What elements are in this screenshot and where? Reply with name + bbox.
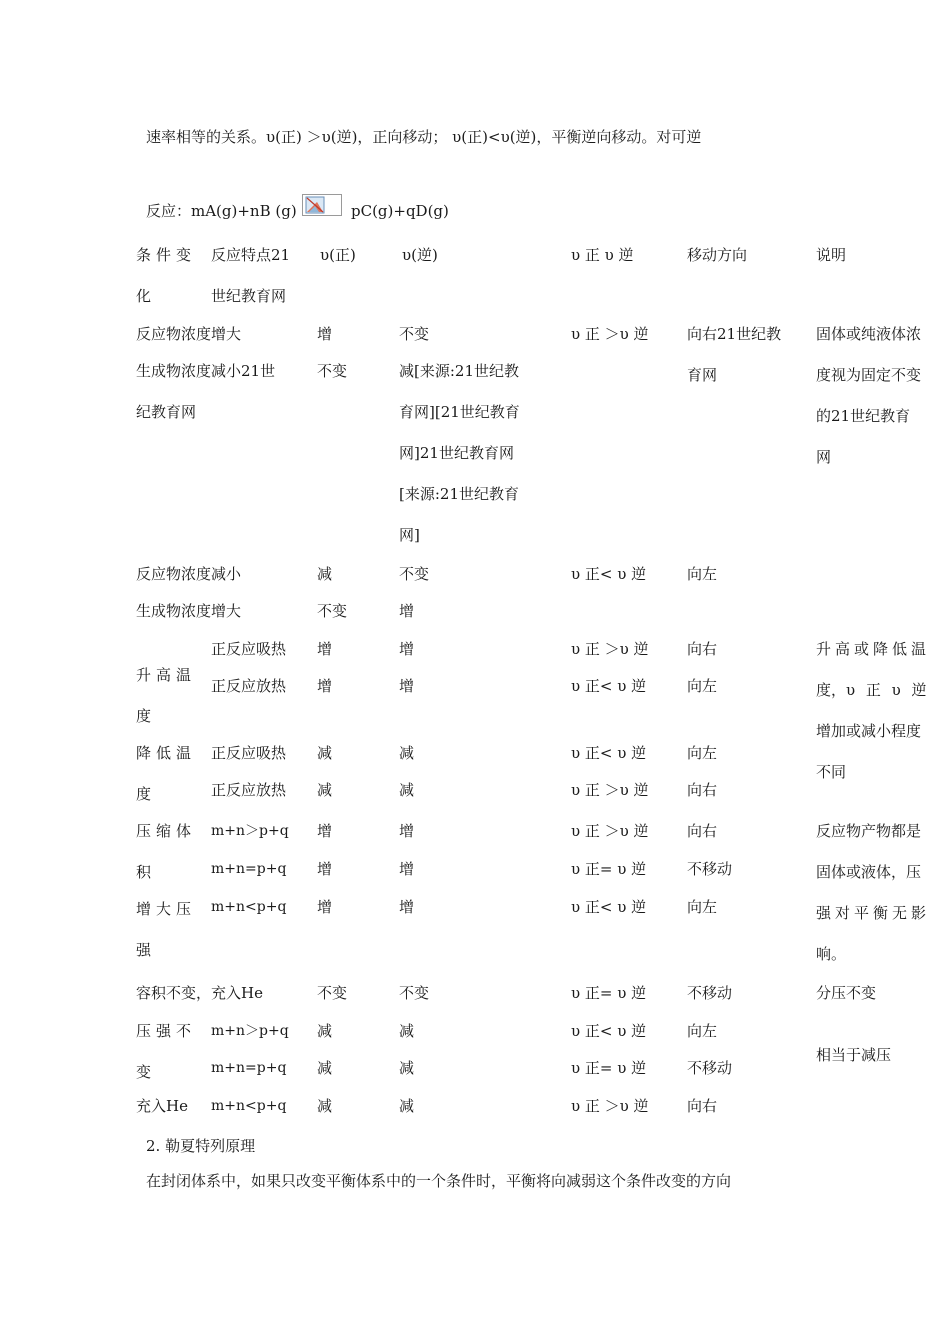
cell-note: 相当于减压 xyxy=(816,1046,892,1064)
cell-direction: 向左 xyxy=(687,677,718,695)
cell-v-reverse: 减 xyxy=(399,1022,415,1040)
cell-v-forward: 不变 xyxy=(317,362,348,380)
cell-note: 网 xyxy=(816,448,832,466)
cell-direction: 育网 xyxy=(687,366,718,384)
cell-condition: 纪教育网 xyxy=(136,403,197,421)
cell-note: 强对平衡无影 xyxy=(816,904,931,922)
cell-direction: 向右 xyxy=(687,1097,718,1115)
cell-condition: 积 xyxy=(136,863,152,881)
cell-compare: υ 正< υ 逆 xyxy=(571,677,647,695)
cell-note: 升高或降低温 xyxy=(816,640,931,658)
cell-v-reverse: 不变 xyxy=(399,325,430,343)
cell-feature: m+n＞p+q xyxy=(211,1023,289,1039)
header-note: 说明 xyxy=(816,246,847,264)
cell-compare: υ 正= υ 逆 xyxy=(571,984,647,1002)
cell-v-forward: 不变 xyxy=(317,602,348,620)
cell-condition: 容积不变，充入He xyxy=(136,984,263,1002)
cell-v-forward: 减 xyxy=(317,1097,333,1115)
cell-direction: 不移动 xyxy=(687,984,733,1002)
cell-v-reverse: 网] xyxy=(399,526,420,544)
cell-condition: 增大压 xyxy=(136,900,197,918)
cell-v-reverse: 育网][21世纪教育 xyxy=(399,403,520,421)
cell-compare: υ 正< υ 逆 xyxy=(571,898,647,916)
cell-note: 增加或减小程度 xyxy=(816,722,922,740)
cell-condition: 降低温 xyxy=(136,744,197,762)
header-condition-2: 化 xyxy=(136,287,152,305)
cell-direction: 向右21世纪教 xyxy=(687,325,782,343)
cell-v-forward: 减 xyxy=(317,1022,333,1040)
cell-condition: 升高温 xyxy=(136,666,197,684)
cell-v-reverse: [来源:21世纪教育 xyxy=(399,485,519,503)
cell-v-reverse: 不变 xyxy=(399,984,430,1002)
cell-v-forward: 增 xyxy=(317,860,333,878)
cell-condition: 反应物浓度减小 xyxy=(136,565,242,583)
cell-v-reverse: 增 xyxy=(399,677,415,695)
broken-image-icon xyxy=(302,194,342,216)
cell-v-forward: 增 xyxy=(317,898,333,916)
cell-note: 反应物产物都是 xyxy=(816,822,922,840)
cell-v-reverse: 减 xyxy=(399,1097,415,1115)
cell-compare: υ 正< υ 逆 xyxy=(571,1022,647,1040)
cell-direction: 向左 xyxy=(687,565,718,583)
cell-direction: 向左 xyxy=(687,744,718,762)
cell-v-forward: 增 xyxy=(317,822,333,840)
cell-compare: υ 正< υ 逆 xyxy=(571,744,647,762)
cell-v-reverse: 增 xyxy=(399,602,415,620)
cell-feature: 正反应吸热 xyxy=(211,744,287,762)
cell-v-forward: 增 xyxy=(317,677,333,695)
reaction-prefix: 反应：mA(g)+nB (g) xyxy=(146,202,297,220)
header-v-forward: υ(正) xyxy=(320,246,356,264)
cell-v-reverse: 增 xyxy=(399,822,415,840)
header-condition-1: 条件变 xyxy=(136,246,197,264)
cell-feature: m+n＞p+q xyxy=(211,823,289,839)
cell-feature: m+n<p+q xyxy=(211,1098,287,1114)
cell-note: 度视为固定不变 xyxy=(816,366,922,384)
cell-direction: 向左 xyxy=(687,898,718,916)
cell-condition: 度 xyxy=(136,785,152,803)
cell-v-reverse: 减 xyxy=(399,1059,415,1077)
header-compare: υ 正 υ 逆 xyxy=(571,246,634,264)
intro-line: 速率相等的关系。υ(正) ＞υ(逆)，正向移动； υ(正)<υ(逆)，平衡逆向移动。对可逆 xyxy=(146,128,702,146)
cell-condition: 压缩体 xyxy=(136,822,197,840)
cell-compare: υ 正< υ 逆 xyxy=(571,565,647,583)
cell-feature: 正反应放热 xyxy=(211,677,287,695)
cell-condition: 生成物浓度减小21世 xyxy=(136,362,276,380)
section-text: 在封闭体系中，如果只改变平衡体系中的一个条件时，平衡将向减弱这个条件改变的方向 xyxy=(146,1172,732,1190)
cell-condition: 充入He xyxy=(136,1097,188,1115)
cell-compare: υ 正= υ 逆 xyxy=(571,860,647,878)
cell-v-reverse: 网]21世纪教育网 xyxy=(399,444,514,462)
cell-feature: 正反应吸热 xyxy=(211,640,287,658)
header-feature-1: 反应特点21 xyxy=(211,246,291,264)
cell-v-forward: 增 xyxy=(317,325,333,343)
cell-note: 分压不变 xyxy=(816,984,877,1002)
cell-compare: υ 正 ＞υ 逆 xyxy=(571,781,649,799)
section-heading: 2. 勒夏特列原理 xyxy=(146,1137,256,1155)
cell-v-forward: 增 xyxy=(317,640,333,658)
cell-v-reverse: 减 xyxy=(399,781,415,799)
cell-note: 的21世纪教育 xyxy=(816,407,911,425)
cell-direction: 不移动 xyxy=(687,860,733,878)
cell-v-reverse: 增 xyxy=(399,640,415,658)
cell-feature: 正反应放热 xyxy=(211,781,287,799)
cell-v-forward: 减 xyxy=(317,781,333,799)
cell-note: 固体或液体，压 xyxy=(816,863,922,881)
cell-condition: 生成物浓度增大 xyxy=(136,602,242,620)
cell-direction: 向右 xyxy=(687,640,718,658)
cell-compare: υ 正 ＞υ 逆 xyxy=(571,640,649,658)
cell-compare: υ 正 ＞υ 逆 xyxy=(571,1097,649,1115)
cell-direction: 向右 xyxy=(687,822,718,840)
cell-v-forward: 减 xyxy=(317,565,333,583)
cell-compare: υ 正= υ 逆 xyxy=(571,1059,647,1077)
header-feature-2: 世纪教育网 xyxy=(211,287,287,305)
cell-condition: 强 xyxy=(136,941,152,959)
cell-v-reverse: 减 xyxy=(399,744,415,762)
cell-condition: 度 xyxy=(136,707,152,725)
cell-feature: m+n<p+q xyxy=(211,899,287,915)
cell-direction: 不移动 xyxy=(687,1059,733,1077)
reaction-suffix: pC(g)+qD(g) xyxy=(351,202,449,220)
cell-feature: m+n=p+q xyxy=(211,861,287,877)
cell-direction: 向左 xyxy=(687,1022,718,1040)
cell-v-reverse: 减[来源:21世纪教 xyxy=(399,362,519,380)
cell-v-reverse: 增 xyxy=(399,860,415,878)
cell-compare: υ 正 ＞υ 逆 xyxy=(571,822,649,840)
cell-note: 响。 xyxy=(816,945,847,963)
cell-note: 度，υ 正 υ 逆 xyxy=(816,681,927,699)
cell-feature: m+n=p+q xyxy=(211,1060,287,1076)
cell-condition: 压强不 xyxy=(136,1022,197,1040)
cell-note: 固体或纯液体浓 xyxy=(816,325,922,343)
header-v-reverse: υ(逆) xyxy=(402,246,438,264)
cell-compare: υ 正 ＞υ 逆 xyxy=(571,325,649,343)
cell-v-reverse: 不变 xyxy=(399,565,430,583)
cell-v-forward: 不变 xyxy=(317,984,348,1002)
cell-note: 不同 xyxy=(816,763,847,781)
cell-condition: 反应物浓度增大 xyxy=(136,325,242,343)
header-direction: 移动方向 xyxy=(687,246,748,264)
cell-v-forward: 减 xyxy=(317,744,333,762)
cell-condition: 变 xyxy=(136,1063,152,1081)
cell-direction: 向右 xyxy=(687,781,718,799)
cell-v-forward: 减 xyxy=(317,1059,333,1077)
cell-v-reverse: 增 xyxy=(399,898,415,916)
